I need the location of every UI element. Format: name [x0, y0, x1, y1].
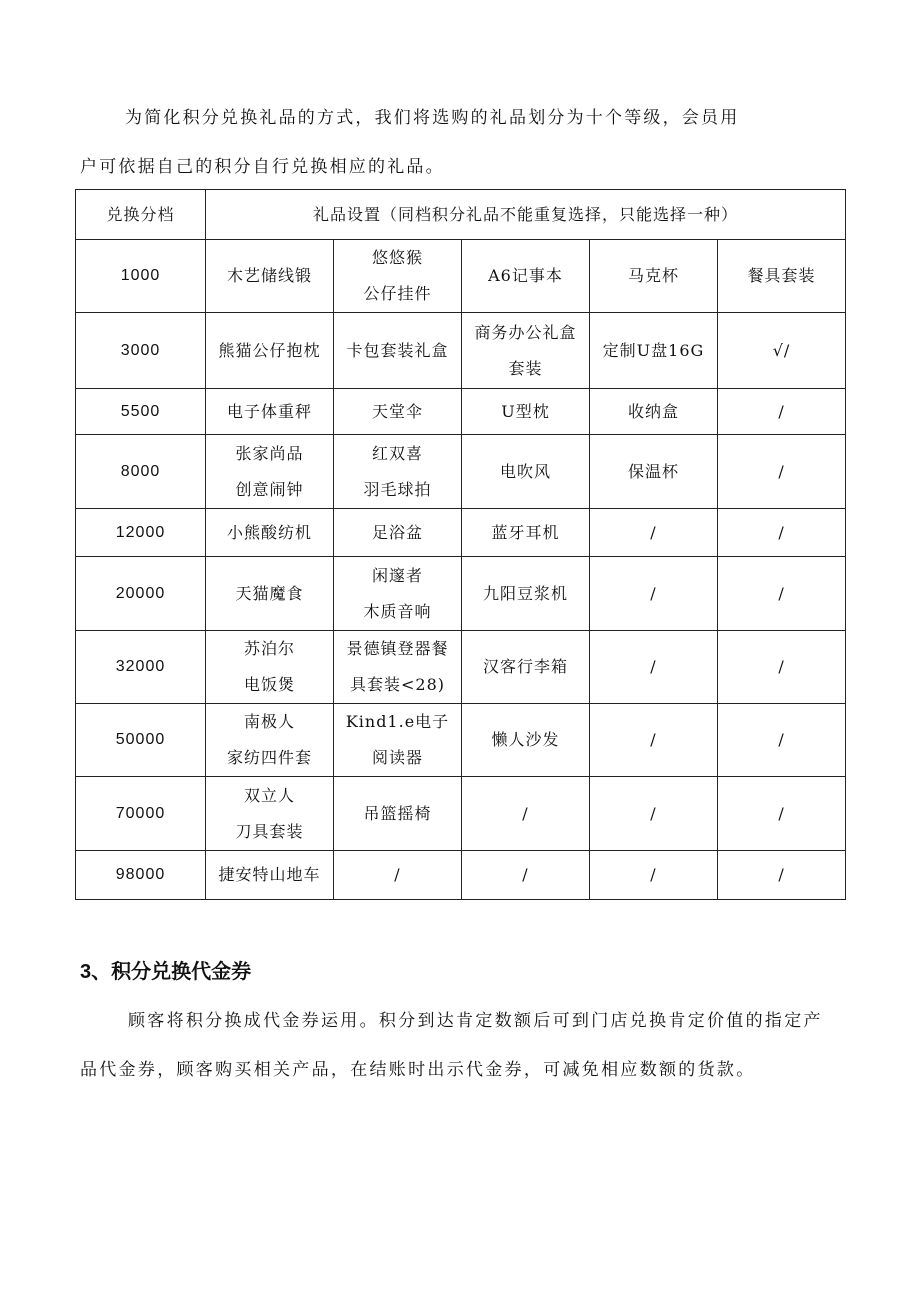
gift-cell: / [718, 557, 846, 631]
gift-cell: 天猫魔食 [206, 557, 334, 631]
gift-cell: / [590, 557, 718, 631]
gift-cell: / [590, 631, 718, 704]
table-row [76, 389, 846, 435]
gift-cell: 天堂伞 [334, 389, 462, 435]
points-level: 3000 [76, 313, 206, 389]
gift-cell: 双立人 刀具套装 [206, 777, 334, 851]
table-row [76, 240, 846, 313]
points-level: 8000 [76, 435, 206, 509]
table-row [76, 851, 846, 900]
intro-line-1: 为简化积分兑换礼品的方式，我们将选购的礼品划分为十个等级，会员用 [125, 108, 740, 128]
gift-cell: / [590, 704, 718, 777]
gift-cell: / [718, 435, 846, 509]
gift-cell: / [718, 389, 846, 435]
gift-cell: 商务办公礼盒 套装 [462, 313, 590, 389]
gift-cell: 红双喜 羽毛球拍 [334, 435, 462, 509]
gift-cell: 定制U盘16G [590, 313, 718, 389]
points-level: 12000 [76, 509, 206, 557]
gift-cell: 苏泊尔 电饭煲 [206, 631, 334, 704]
table-header-row [76, 190, 846, 240]
gift-cell: 熊猫公仔抱枕 [206, 313, 334, 389]
table-row [76, 777, 846, 851]
gift-table [75, 189, 846, 900]
points-level: 5500 [76, 389, 206, 435]
gift-cell: / [590, 509, 718, 557]
gift-cell: / [718, 777, 846, 851]
points-level: 1000 [76, 240, 206, 313]
gift-cell: 悠悠猴 公仔挂件 [334, 240, 462, 313]
table-row [76, 631, 846, 704]
intro-line-2: 户可依据自己的积分自行兑换相应的礼品。 [80, 157, 445, 177]
gift-cell: 南极人 家纺四件套 [206, 704, 334, 777]
gift-cell: 卡包套装礼盒 [334, 313, 462, 389]
points-level: 50000 [76, 704, 206, 777]
gift-cell: 懒人沙发 [462, 704, 590, 777]
gift-cell: 闲邃者 木质音响 [334, 557, 462, 631]
header-gifts: 礼品设置（同档积分礼品不能重复选择，只能选择一种） [206, 190, 846, 240]
gift-cell: 张家尚品 创意闹钟 [206, 435, 334, 509]
section-line-1: 顾客将积分换成代金券运用。积分到达肯定数额后可到门店兑换肯定价值的指定产 [128, 1011, 823, 1031]
gift-cell: 餐具套装 [718, 240, 846, 313]
gift-cell: / [718, 509, 846, 557]
table-row [76, 704, 846, 777]
gift-cell: 马克杯 [590, 240, 718, 313]
gift-cell: 电子体重秤 [206, 389, 334, 435]
gift-cell: 电吹风 [462, 435, 590, 509]
gift-cell: / [462, 851, 590, 900]
table-body [76, 240, 846, 900]
gift-cell: 九阳豆浆机 [462, 557, 590, 631]
gift-cell: 保温杯 [590, 435, 718, 509]
gift-cell: 捷安特山地车 [206, 851, 334, 900]
points-level: 32000 [76, 631, 206, 704]
gift-cell: 小熊酸纺机 [206, 509, 334, 557]
gift-cell: / [718, 704, 846, 777]
gift-cell: Kind1.e电子 阅读器 [334, 704, 462, 777]
gift-cell: 收纳盒 [590, 389, 718, 435]
points-level: 20000 [76, 557, 206, 631]
table-row [76, 509, 846, 557]
table-row [76, 313, 846, 389]
gift-cell: 木艺储线锻 [206, 240, 334, 313]
gift-cell: / [590, 777, 718, 851]
section-line-2: 品代金券，顾客购买相关产品，在结账时出示代金券，可减免相应数额的货款。 [80, 1060, 756, 1080]
gift-cell: U型枕 [462, 389, 590, 435]
gift-cell: 吊篮摇椅 [334, 777, 462, 851]
table-row [76, 435, 846, 509]
gift-cell: A6记事本 [462, 240, 590, 313]
gift-cell: / [462, 777, 590, 851]
points-level: 70000 [76, 777, 206, 851]
gift-cell: √/ [718, 313, 846, 389]
gift-cell: / [334, 851, 462, 900]
gift-cell: 汉客行李箱 [462, 631, 590, 704]
gift-cell: / [718, 851, 846, 900]
points-level: 98000 [76, 851, 206, 900]
header-level: 兑换分档 [76, 190, 206, 240]
gift-cell: 景德镇登器餐 具套装<28) [334, 631, 462, 704]
section-heading: 3、积分兑换代金券 [80, 961, 252, 983]
gift-cell: 足浴盆 [334, 509, 462, 557]
table-row [76, 557, 846, 631]
gift-cell: / [590, 851, 718, 900]
gift-cell: / [718, 631, 846, 704]
gift-cell: 蓝牙耳机 [462, 509, 590, 557]
